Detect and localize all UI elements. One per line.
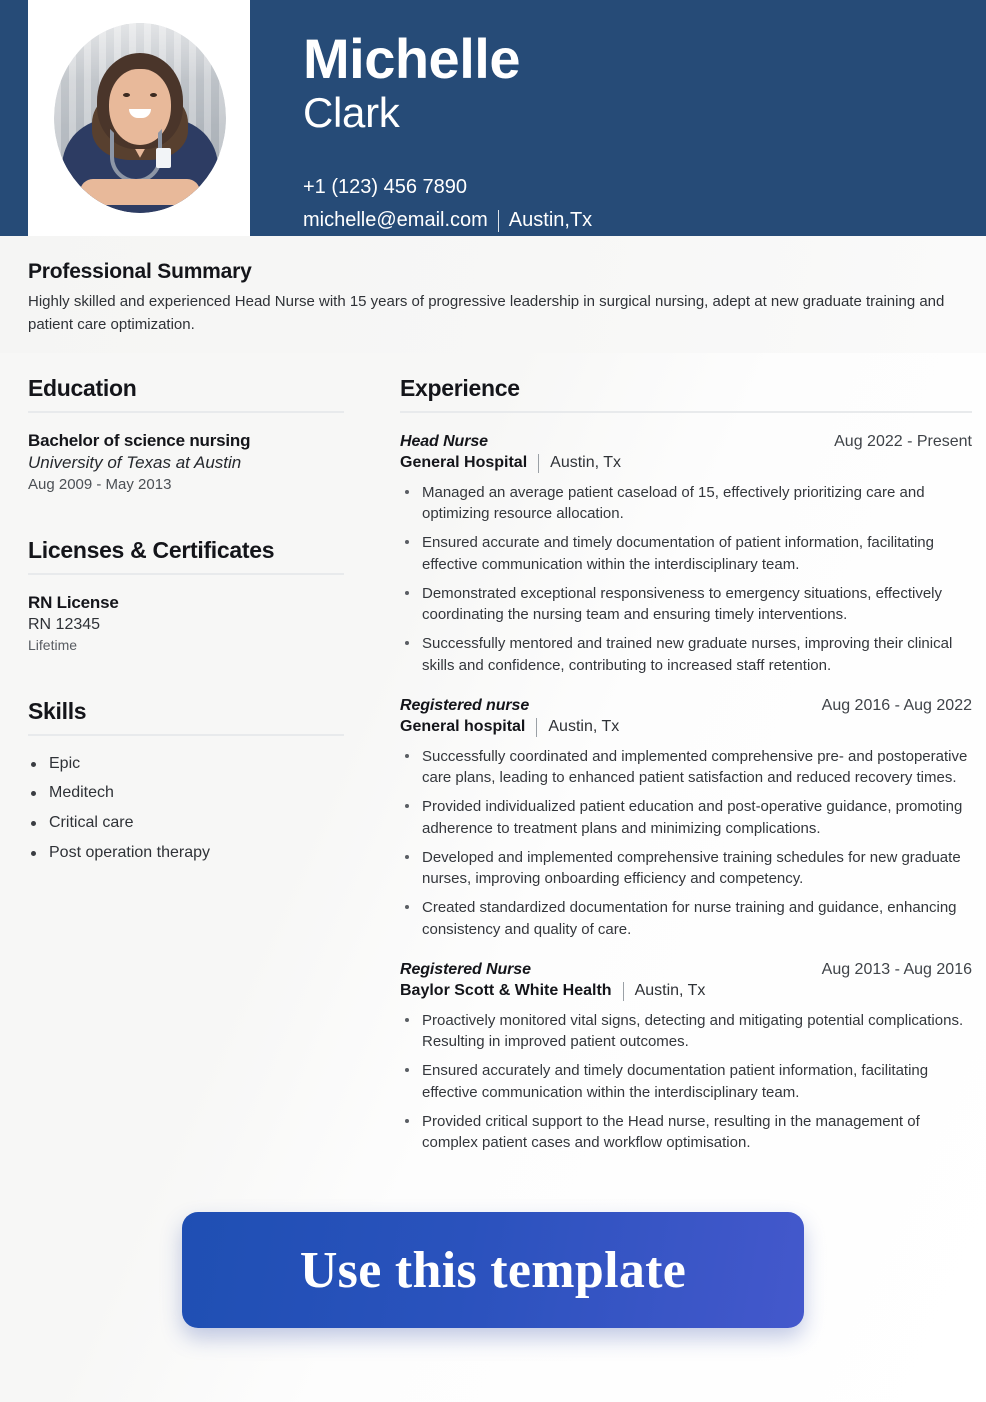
experience-item-header (400, 961, 972, 979)
left-column (0, 375, 372, 1162)
photo-id-badge (156, 148, 171, 168)
job-bullets (400, 482, 972, 677)
list-item: Ensured accurate and timely documentation of patient information, facilitating effective communication within the interdisciplinary team. (400, 532, 972, 576)
list-item: Developed and implemented comprehensive training schedules for new graduate nurses, improving onboarding efficiency and competency. (400, 847, 972, 891)
list-item: Critical care (28, 813, 344, 834)
job-location: Austin, Tx (634, 982, 706, 999)
list-item: Ensured accurately and timely documentation patient information, facilitating effective communication within the interdisciplinary team. (400, 1060, 972, 1104)
job-separator (536, 718, 537, 737)
contact-email: michelle@email.com (303, 209, 488, 231)
list-item: Epic (28, 754, 344, 775)
education-degree: Bachelor of science nursing (28, 430, 251, 450)
resume-body (0, 353, 986, 1162)
licenses-heading: Licenses & Certificates (28, 536, 275, 563)
license-validity: Lifetime (28, 636, 78, 653)
job-title: Registered nurse (400, 696, 530, 714)
list-item: Managed an average patient caseload of 15, effectively prioritizing care and optimizing resource allocation. (400, 482, 972, 526)
list-item: Post operation therapy (28, 843, 344, 864)
education-section (28, 375, 344, 493)
experience-item-header (400, 433, 972, 451)
education-school: University of Texas at Austin (28, 452, 242, 472)
experience-divider (400, 411, 972, 413)
job-location: Austin, Tx (548, 718, 620, 735)
job-company: General hospital (400, 718, 526, 735)
contact-phone: +1 (123) 456 7890 (303, 176, 468, 198)
license-name: RN License (28, 592, 119, 612)
licenses-section (28, 537, 344, 653)
avatar (45, 14, 235, 222)
education-item (28, 431, 344, 493)
resume-header (0, 0, 986, 236)
avatar-photo (54, 23, 226, 213)
job-bullets (400, 1010, 972, 1155)
job-title: Head Nurse (400, 432, 488, 450)
job-company: Baylor Scott & White Health (400, 982, 612, 999)
experience-item (400, 433, 972, 677)
license-item (28, 593, 344, 653)
list-item: Demonstrated exceptional responsiveness to emergency situations, effectively coordinating the nursing team and ensuring timely interventions. (400, 583, 972, 627)
job-title: Registered Nurse (400, 960, 531, 978)
list-item: Meditech (28, 783, 344, 804)
job-dates: Aug 2013 - Aug 2016 (821, 960, 972, 978)
last-name: Clark (303, 88, 400, 136)
contact-email-location (303, 203, 592, 236)
skills-section (28, 698, 344, 864)
skills-list (28, 754, 344, 864)
name-block (303, 27, 520, 137)
experience-item (400, 697, 972, 941)
first-name: Michelle (303, 27, 520, 90)
list-item: Successfully mentored and trained new graduate nurses, improving their clinical skills and confidence, contributing to increased staff retention. (400, 633, 972, 677)
experience-item-header (400, 697, 972, 715)
contact-separator (498, 210, 499, 232)
stethoscope-icon (110, 129, 162, 183)
list-item: Proactively monitored vital signs, detecting and mitigating potential complications. Resulting in improved patient outcomes. (400, 1010, 972, 1054)
photo-arms (80, 179, 200, 205)
cta-container (0, 1212, 986, 1328)
experience-item (400, 961, 972, 1155)
education-heading: Education (28, 374, 137, 401)
job-dates: Aug 2022 - Present (834, 432, 972, 450)
job-company-location (400, 718, 972, 737)
list-item: Created standardized documentation for nurse training and guidance, enhancing consistency and quality of care. (400, 897, 972, 941)
use-this-template-button[interactable]: Use this template (182, 1212, 804, 1328)
job-location: Austin, Tx (550, 454, 621, 471)
list-item: Provided critical support to the Head nurse, resulting in the management of complex patient cases and workflow optimisation. (400, 1111, 972, 1155)
right-column (372, 375, 986, 1162)
contact-location: Austin,Tx (508, 209, 593, 231)
job-separator (538, 454, 539, 473)
summary-heading: Professional Summary (28, 260, 252, 283)
job-bullets (400, 746, 972, 941)
job-separator (623, 982, 624, 1001)
education-dates: Aug 2009 - May 2013 (28, 475, 172, 493)
job-company: General Hospital (400, 454, 528, 471)
skills-heading: Skills (28, 697, 87, 724)
experience-heading: Experience (400, 374, 520, 401)
license-number: RN 12345 (28, 615, 101, 633)
professional-summary-section (0, 236, 986, 353)
job-company-location (400, 982, 972, 1001)
list-item: Successfully coordinated and implemented comprehensive pre- and postoperative care plans, leading to enhanced patient satisfaction and reduced recovery times. (400, 746, 972, 790)
summary-text: Highly skilled and experienced Head Nurse with 15 years of progressive leadership in surgical nursing, adept at new graduate training and patient care optimization. (28, 293, 945, 334)
list-item: Provided individualized patient education and post-operative guidance, promoting adherence to treatment plans and minimizing complications. (400, 796, 972, 840)
job-company-location (400, 454, 972, 473)
contact-info (303, 172, 592, 236)
job-dates: Aug 2016 - Aug 2022 (821, 696, 972, 714)
